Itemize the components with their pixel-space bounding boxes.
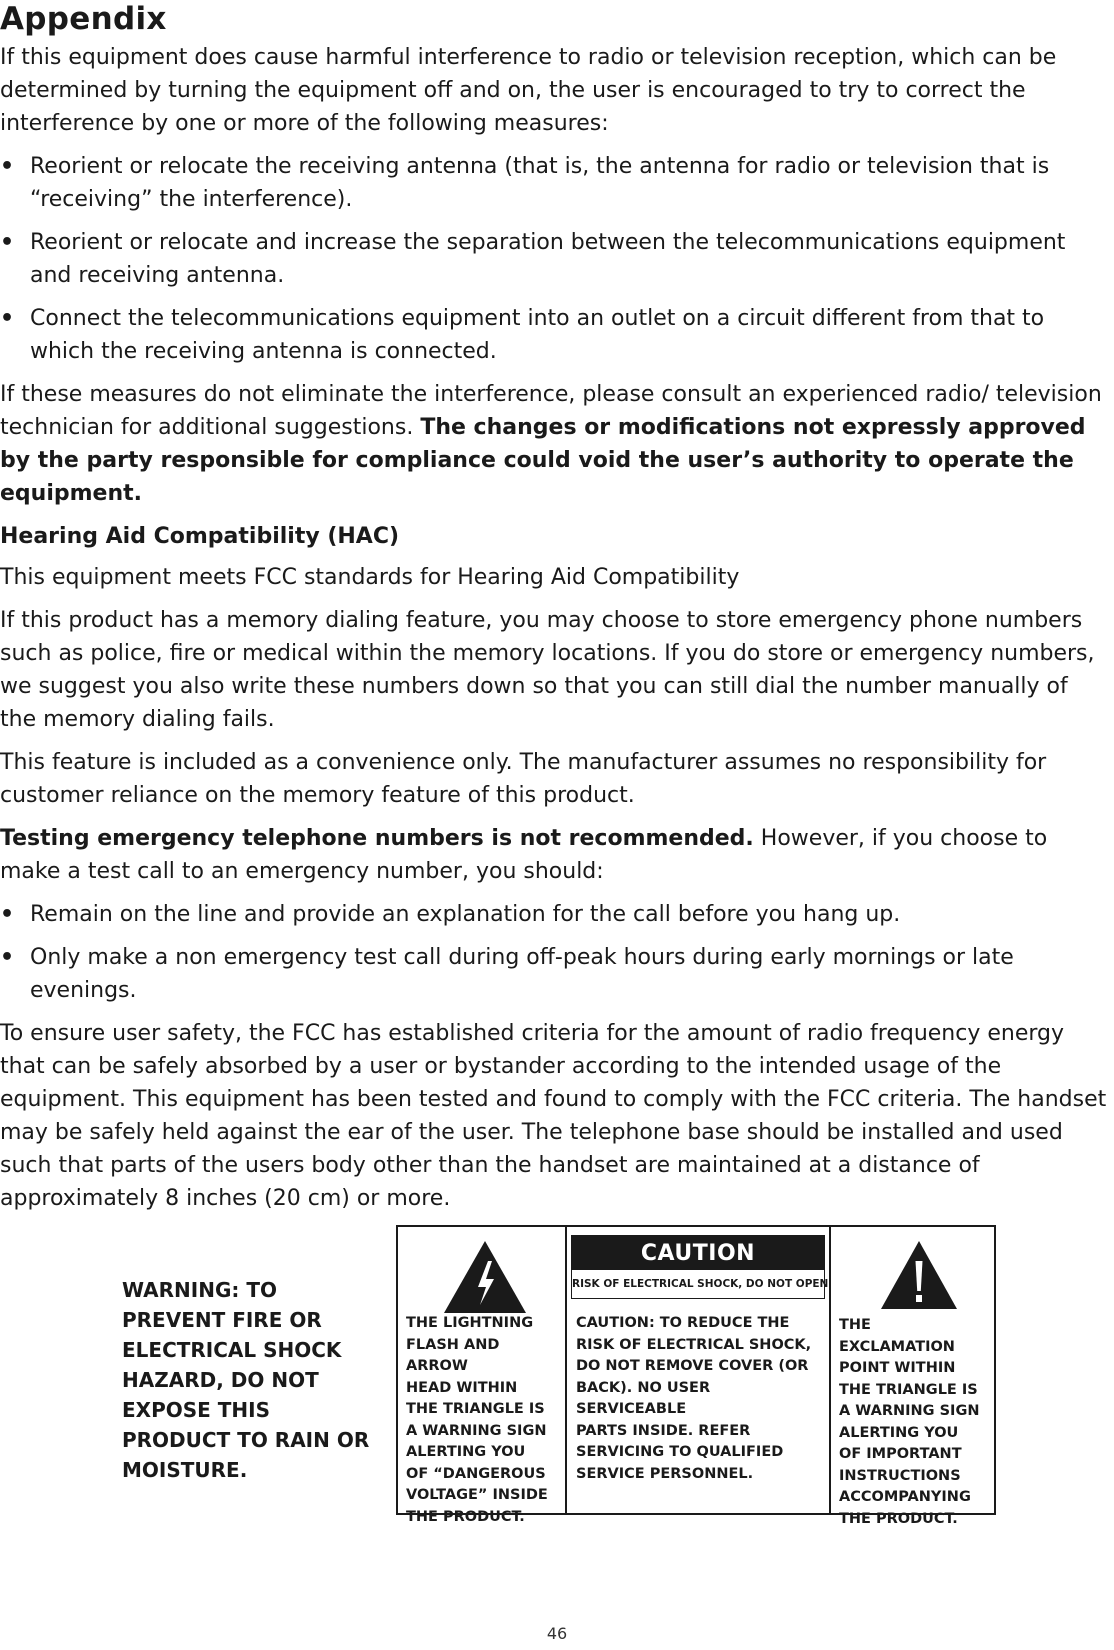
convenience-paragraph: This feature is included as a convenience only. The manufacturer assumes no responsibility for customer reliance on the memory feature of this product.: [0, 750, 1047, 808]
bullet-icon: •: [0, 230, 15, 255]
caution-subtitle: RISK OF ELECTRICAL SHOCK, DO NOT OPEN: [572, 1278, 829, 1290]
exclamation-triangle-icon: [879, 1239, 959, 1311]
page-number: 46: [546, 1624, 568, 1643]
intro-paragraph: If this equipment does cause harmful interference to radio or television reception, which can be determined by turning the equipment off and on, the user is encouraged to try to correct the interference by one or more of the following measures:: [0, 45, 1057, 136]
body-text: [0, 41, 1110, 1225]
hac-paragraph: This equipment meets FCC standards for Hearing Aid Compatibility: [0, 565, 740, 590]
consult-text: If these measures do not eliminate the interference, please consult an experienced radio/ television technician for additional suggestions.: [0, 382, 1102, 440]
test-steps-list: [0, 898, 1110, 1007]
list-item-text: Reorient or relocate and increase the separation between the telecommunications equipment and receiving antenna.: [30, 230, 1066, 288]
list-item-text: Remain on the line and provide an explanation for the call before you hang up.: [30, 902, 901, 927]
page-heading: Appendix: [0, 1, 167, 37]
list-item: [0, 150, 1110, 216]
caution-banner: [571, 1235, 829, 1299]
list-item: [0, 941, 1110, 1007]
lightning-text: THE LIGHTNING FLASH AND ARROW HEAD WITHIN THE TRIANGLE IS A WARNING SIGN ALERTING YOU OF “DANGEROUS VOLTAGE” INSIDE THE PRODUCT.: [406, 1315, 548, 1525]
lightning-triangle-icon: [442, 1239, 528, 1315]
exclamation-cell: [831, 1227, 996, 1527]
list-item-text: Connect the telecommunications equipment into an outlet on a circuit different from that to which the receiving antenna is connected.: [30, 306, 1045, 364]
warning-text: WARNING: TO PREVENT FIRE OR ELECTRICAL SHOCK HAZARD, DO NOT EXPOSE THIS PRODUCT TO RAIN OR MOISTURE.: [122, 1278, 370, 1482]
measures-list: [0, 150, 1110, 368]
bullet-icon: •: [0, 306, 15, 331]
bullet-icon: •: [0, 902, 15, 927]
list-item: [0, 302, 1110, 368]
bullet-icon: •: [0, 945, 15, 970]
caution-label-box: [396, 1225, 996, 1527]
exclamation-text: THE EXCLAMATION POINT WITHIN THE TRIANGLE IS A WARNING SIGN ALERTING YOU OF IMPORTANT INSTRUCTIONS ACCOMPANYING THE PRODUCT.: [839, 1317, 980, 1527]
hac-heading: Hearing Aid Compatibility (HAC): [0, 524, 400, 549]
caution-text: CAUTION: TO REDUCE THE RISK OF ELECTRICAL SHOCK, DO NOT REMOVE COVER (OR BACK). NO USER SERVICEABLE PARTS INSIDE. REFER SERVICING TO QUALIFIED SERVICE PERSONNEL.: [576, 1315, 812, 1482]
testing-text: However, if you choose to make a test call to an emergency number, you should:: [0, 826, 1048, 884]
lightning-cell: [398, 1227, 567, 1525]
list-item: [0, 898, 1110, 931]
bullet-icon: •: [0, 154, 15, 179]
list-item-text: Only make a non emergency test call during off-peak hours during early mornings or late evenings.: [30, 945, 1014, 1003]
caution-title: CAUTION: [572, 1236, 824, 1270]
testing-bold-text: Testing emergency telephone numbers is not recommended.: [0, 826, 754, 851]
caution-cell: [567, 1227, 831, 1513]
consult-paragraph: [0, 378, 1110, 510]
list-item-text: Reorient or relocate the receiving antenna (that is, the antenna for radio or television that is “receiving” the interference).: [30, 154, 1050, 212]
rf-paragraph: To ensure user safety, the FCC has established criteria for the amount of radio frequency energy that can be safely absorbed by a user or bystander according to the intended usage of the equipment. This equipment has been tested and found to comply with the FCC criteria. The handset may be safely held against the ear of the user. The telephone base should be installed and used such that parts of the users body other than the handset are maintained at a distance of approximately 8 inches (20 cm) or more.: [0, 1021, 1107, 1211]
consult-bold-text: The changes or modifications not expressly approved by the party responsible for compliance could void the user’s authority to operate the equipment.: [0, 415, 1086, 506]
testing-paragraph: [0, 822, 1110, 888]
list-item: [0, 226, 1110, 292]
memory-paragraph: If this product has a memory dialing feature, you may choose to store emergency phone numbers such as police, fire or medical within the memory locations. If you do store or emergency numbers, we suggest you also write these numbers down so that you can still dial the number manually of the memory dialing fails.: [0, 608, 1095, 732]
